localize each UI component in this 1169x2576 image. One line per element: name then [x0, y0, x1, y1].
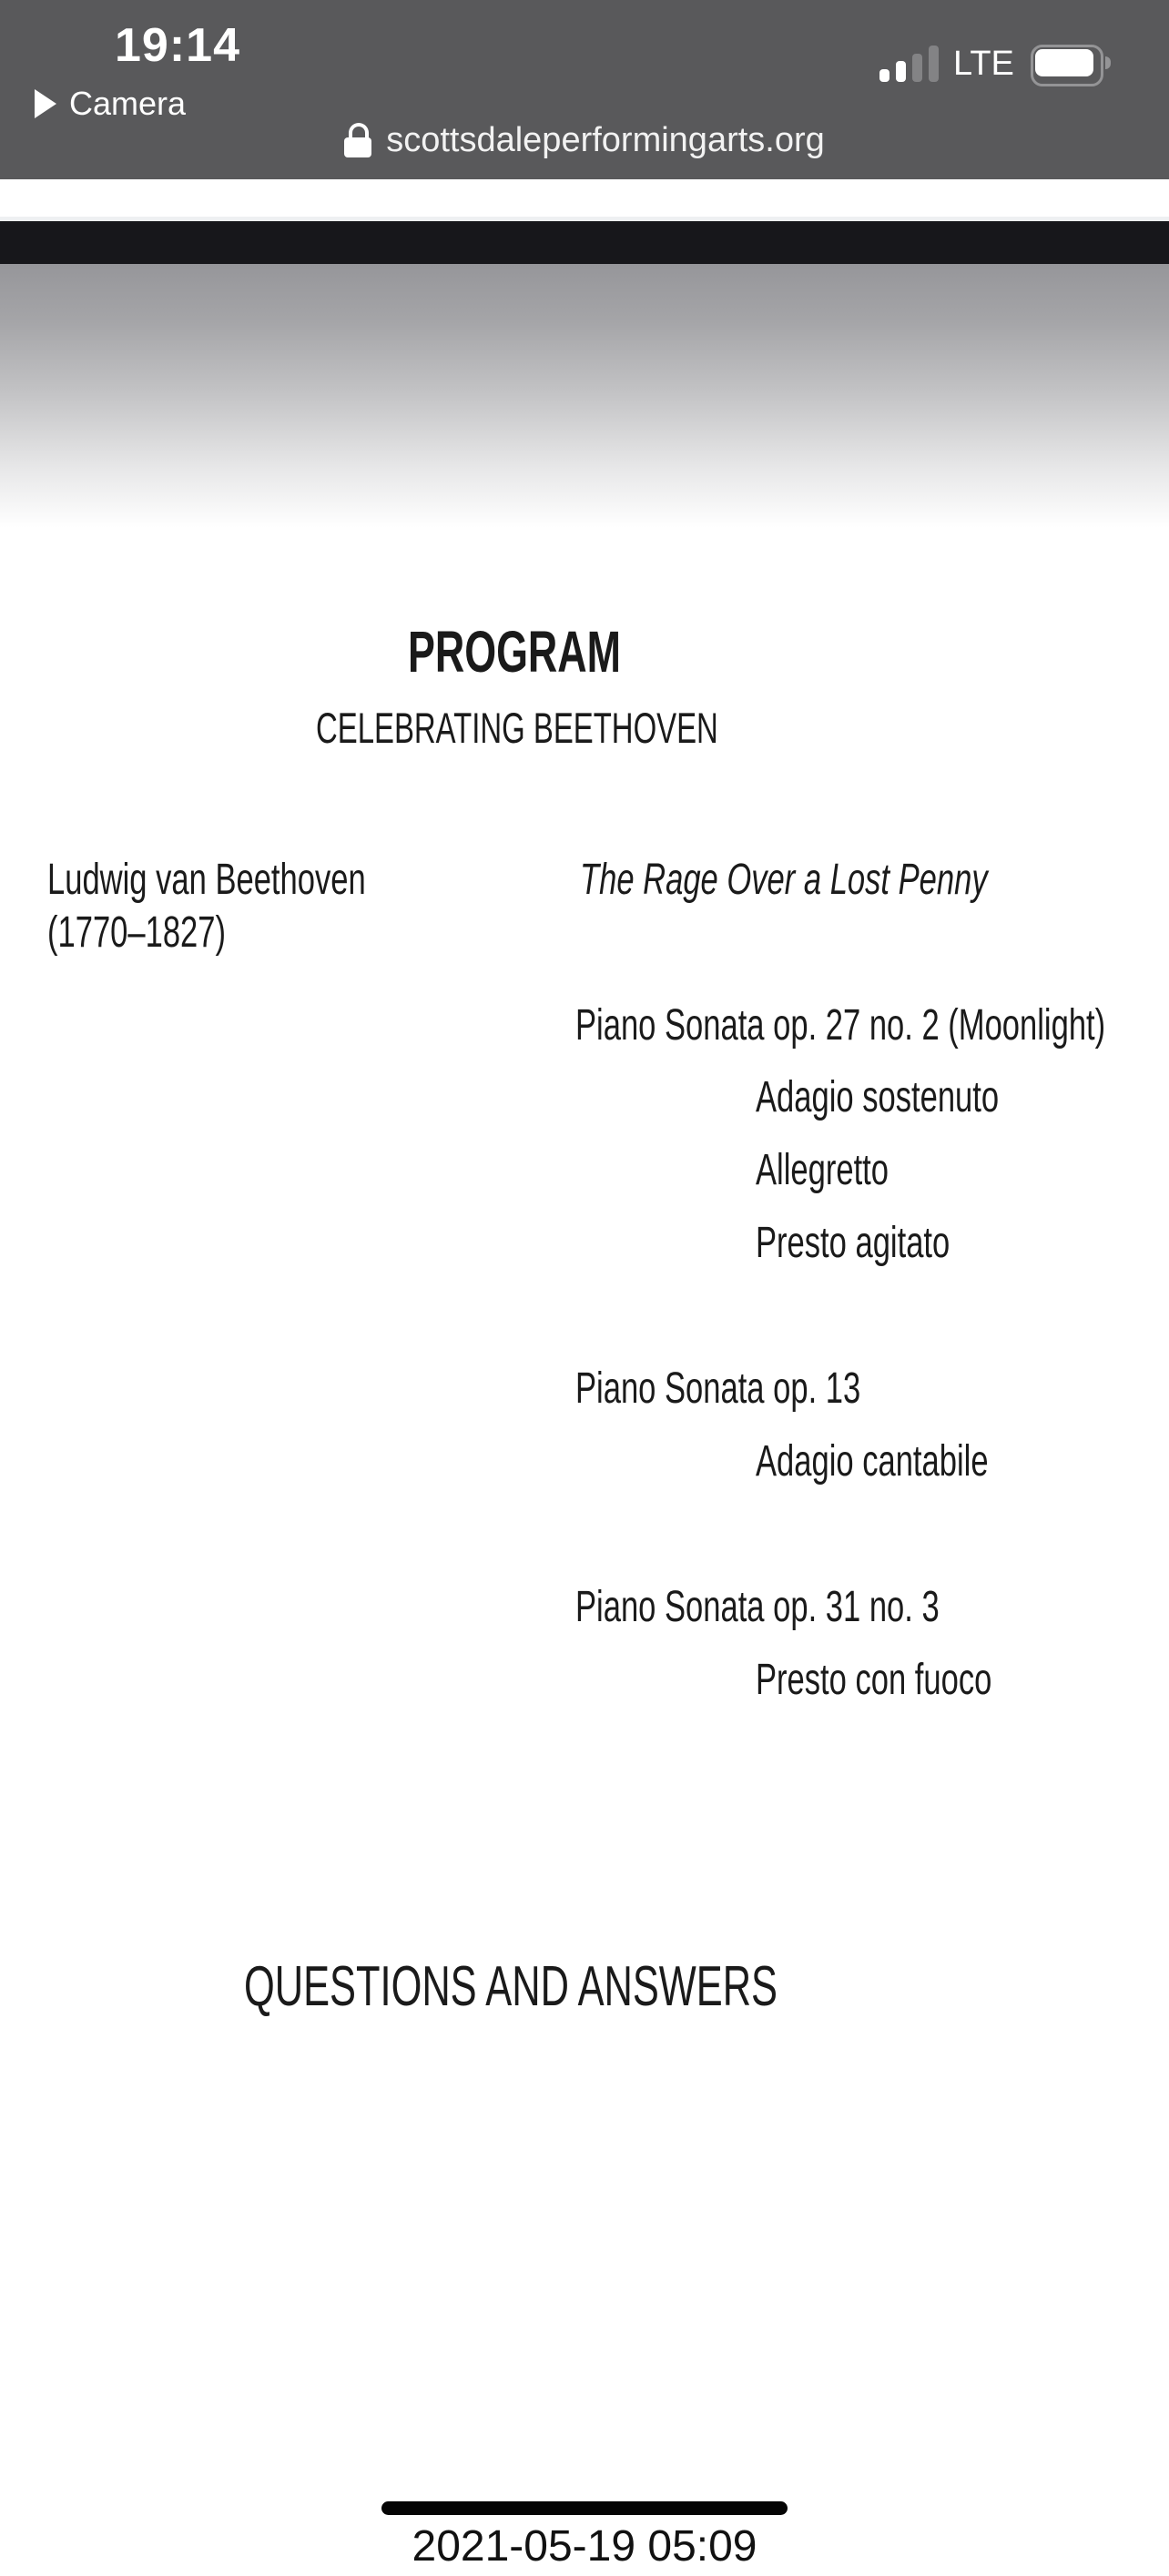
status-bar: [0, 0, 1169, 179]
photo-top-gradient: [0, 264, 1169, 528]
url-text: scottsdaleperformingarts.org: [386, 121, 825, 159]
movement: Presto agitato: [756, 1219, 950, 1267]
work-title: Piano Sonata op. 27 no. 2 (Moonlight): [575, 1001, 1106, 1050]
movement: Presto con fuoco: [756, 1656, 992, 1704]
movement: Allegretto: [756, 1146, 889, 1194]
network-type-label: LTE: [953, 45, 1014, 83]
movement: Adagio sostenuto: [756, 1073, 1000, 1121]
url-bar[interactable]: [0, 113, 1169, 167]
status-time: 19:14: [115, 19, 240, 72]
section-heading: QUESTIONS AND ANSWERS: [244, 1955, 778, 2018]
status-right-cluster: [879, 36, 1116, 91]
movement: Adagio cantabile: [756, 1437, 989, 1486]
back-to-camera-label: Camera: [69, 85, 187, 122]
composer-years: (1770–1827): [47, 908, 227, 957]
work-title: The Rage Over a Lost Penny: [580, 856, 988, 904]
work-title: Piano Sonata op. 13: [575, 1364, 861, 1413]
program-title: PROGRAM: [408, 619, 621, 685]
capture-timestamp: 2021-05-19 05:09: [412, 2522, 757, 2571]
page-top-white-strip: [0, 179, 1169, 217]
cellular-signal-icon: [879, 46, 939, 82]
work-title: Piano Sonata op. 31 no. 3: [575, 1583, 940, 1631]
composer-name: Ludwig van Beethoven: [47, 856, 366, 904]
lock-icon: [344, 123, 371, 157]
battery-icon: [1031, 45, 1109, 83]
program-subtitle: CELEBRATING BEETHOVEN: [316, 704, 718, 752]
home-indicator[interactable]: [381, 2501, 788, 2515]
document-top-black-bar: [0, 221, 1169, 264]
